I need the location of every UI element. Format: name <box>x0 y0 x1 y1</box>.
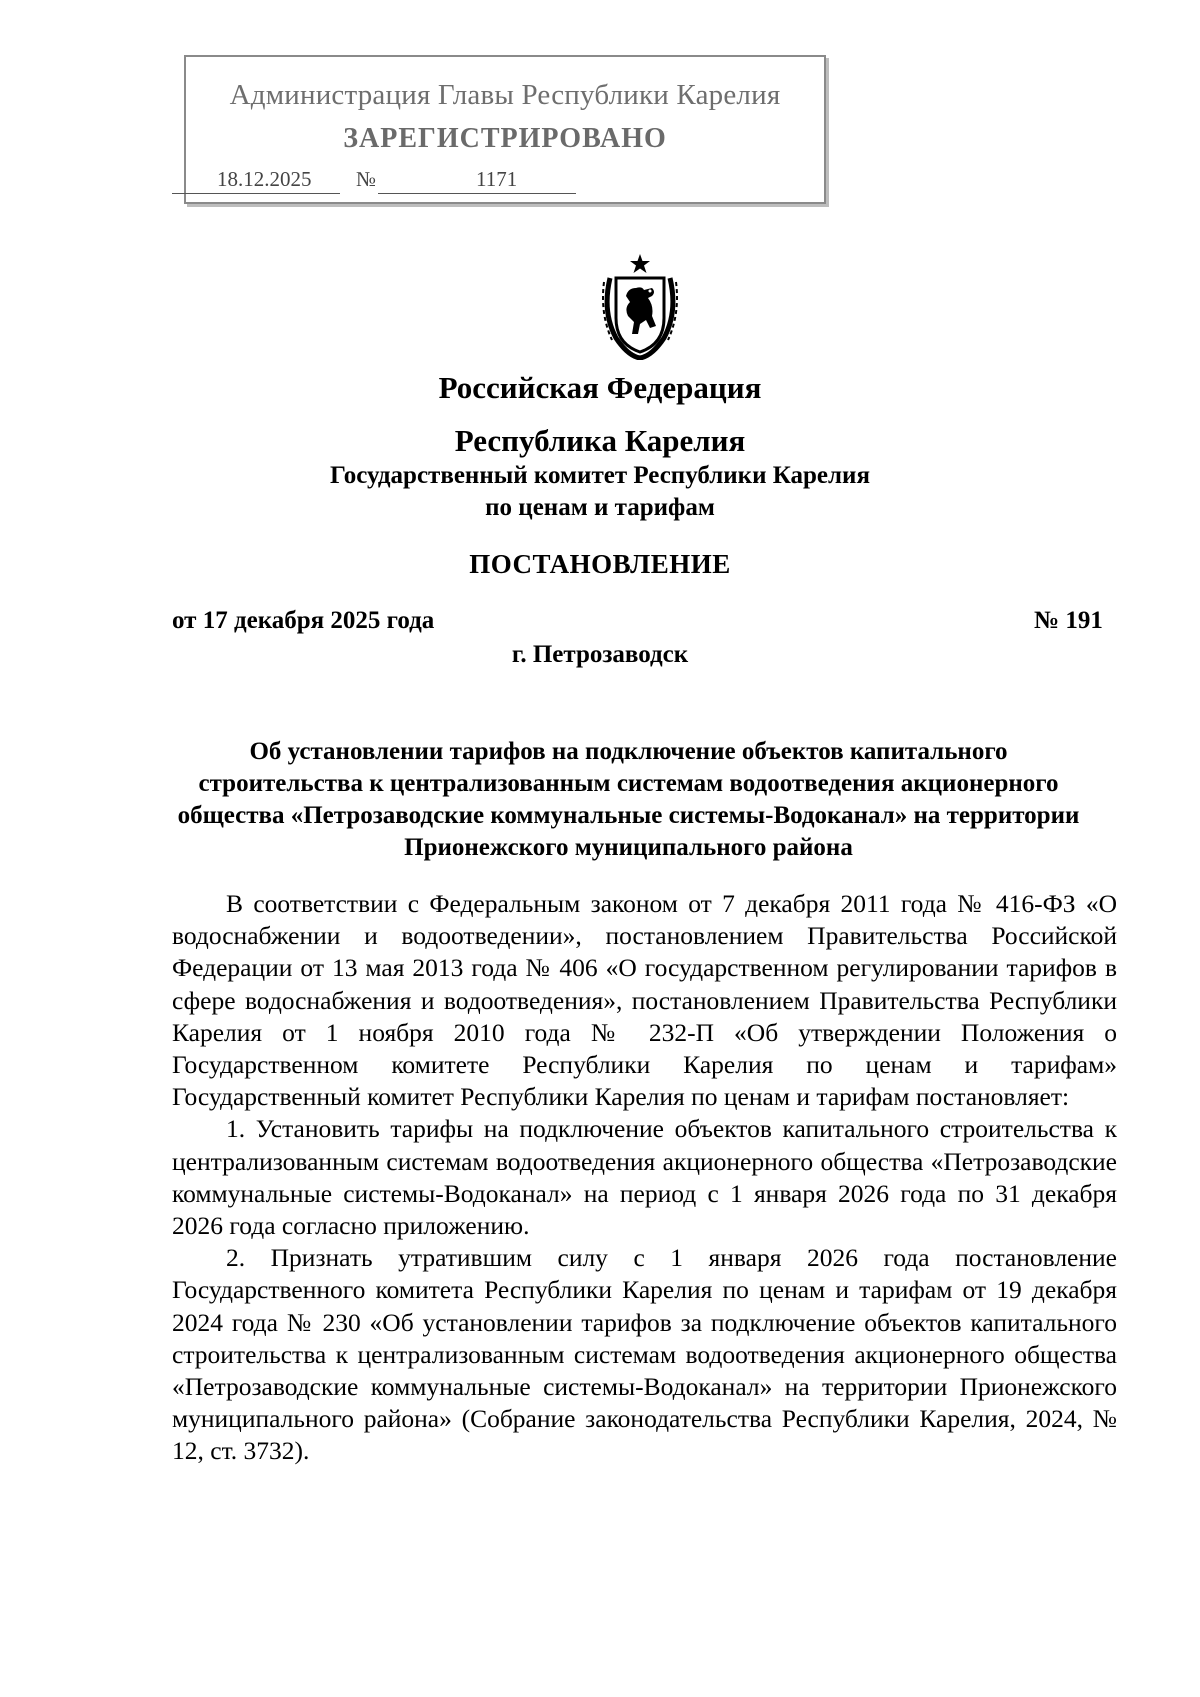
committee-title-line2: по ценам и тарифам <box>485 494 715 521</box>
stamp-number: 1171 <box>476 167 518 191</box>
document-subject: Об установлении тарифов на подключение объектов капитального строительства к централизованным системам водоотведения акционерного общества «Петрозаводские коммунальные системы-Водоканал» на территории Прионежского муниципального района <box>177 738 1080 861</box>
country-title: Российская Федерация <box>438 370 762 405</box>
stamp-number-sign: № <box>356 167 377 191</box>
item-1-paragraph: 1. Установить тарифы на подключение объектов капитального строительства к централизованным системам водоотведения акционерного общества «Петрозаводские коммунальные системы-Водоканал» на период с 1 января 2026 года по 31 декабря 2026 года согласно приложению. <box>172 1114 1117 1241</box>
document-body <box>172 888 1117 1468</box>
stamp-date-underline <box>172 193 340 194</box>
stamp-authority: Администрация Главы Республики Карелия <box>229 79 781 111</box>
republic-title: Республика Карелия <box>454 423 746 458</box>
document-number: № 191 <box>1034 607 1103 634</box>
committee-title-line1: Государственный комитет Республики Карелия <box>330 462 870 489</box>
karelia-coat-of-arms-icon <box>598 252 682 360</box>
stamp-status: ЗАРЕГИСТРИРОВАНО <box>343 123 667 154</box>
document-type: ПОСТАНОВЛЕНИЕ <box>469 549 731 579</box>
preamble-paragraph: В соответствии с Федеральным законом от 7 декабря 2011 года № 416-ФЗ «О водоснабжении и водоотведении», постановлением Правительства Российской Федерации от 13 мая 2013 года № 406 «О государственном регулировании тарифов в сфере водоснабжения и водоотведения», постановлением Правительства Республики Карелия от 1 ноября 2010 года № 232-П «Об утверждении Положения о Государственном комитете Республики Карелия по ценам и тарифам» Государственный комитет Республики Карелия по ценам и тарифам постановляет: <box>172 889 1117 1112</box>
document-date: от 17 декабря 2025 года <box>172 607 435 634</box>
item-2-paragraph: 2. Признать утратившим силу с 1 января 2026 года постановление Государственного комитета Республики Карелия по ценам и тарифам от 19 декабря 2024 года № 230 «Об установлении тарифов за подключение объектов капитального строительства к централизованным системам водоотведения акционерного общества «Петрозаводские коммунальные системы-Водоканал» на территории Прионежского муниципального района» (Собрание законодательства Республики Карелия, 2024, № 12, ст. 3732). <box>172 1243 1117 1466</box>
document-city: г. Петрозаводск <box>511 641 689 668</box>
stamp-number-underline <box>378 193 576 194</box>
stamp-date: 18.12.2025 <box>217 167 312 191</box>
